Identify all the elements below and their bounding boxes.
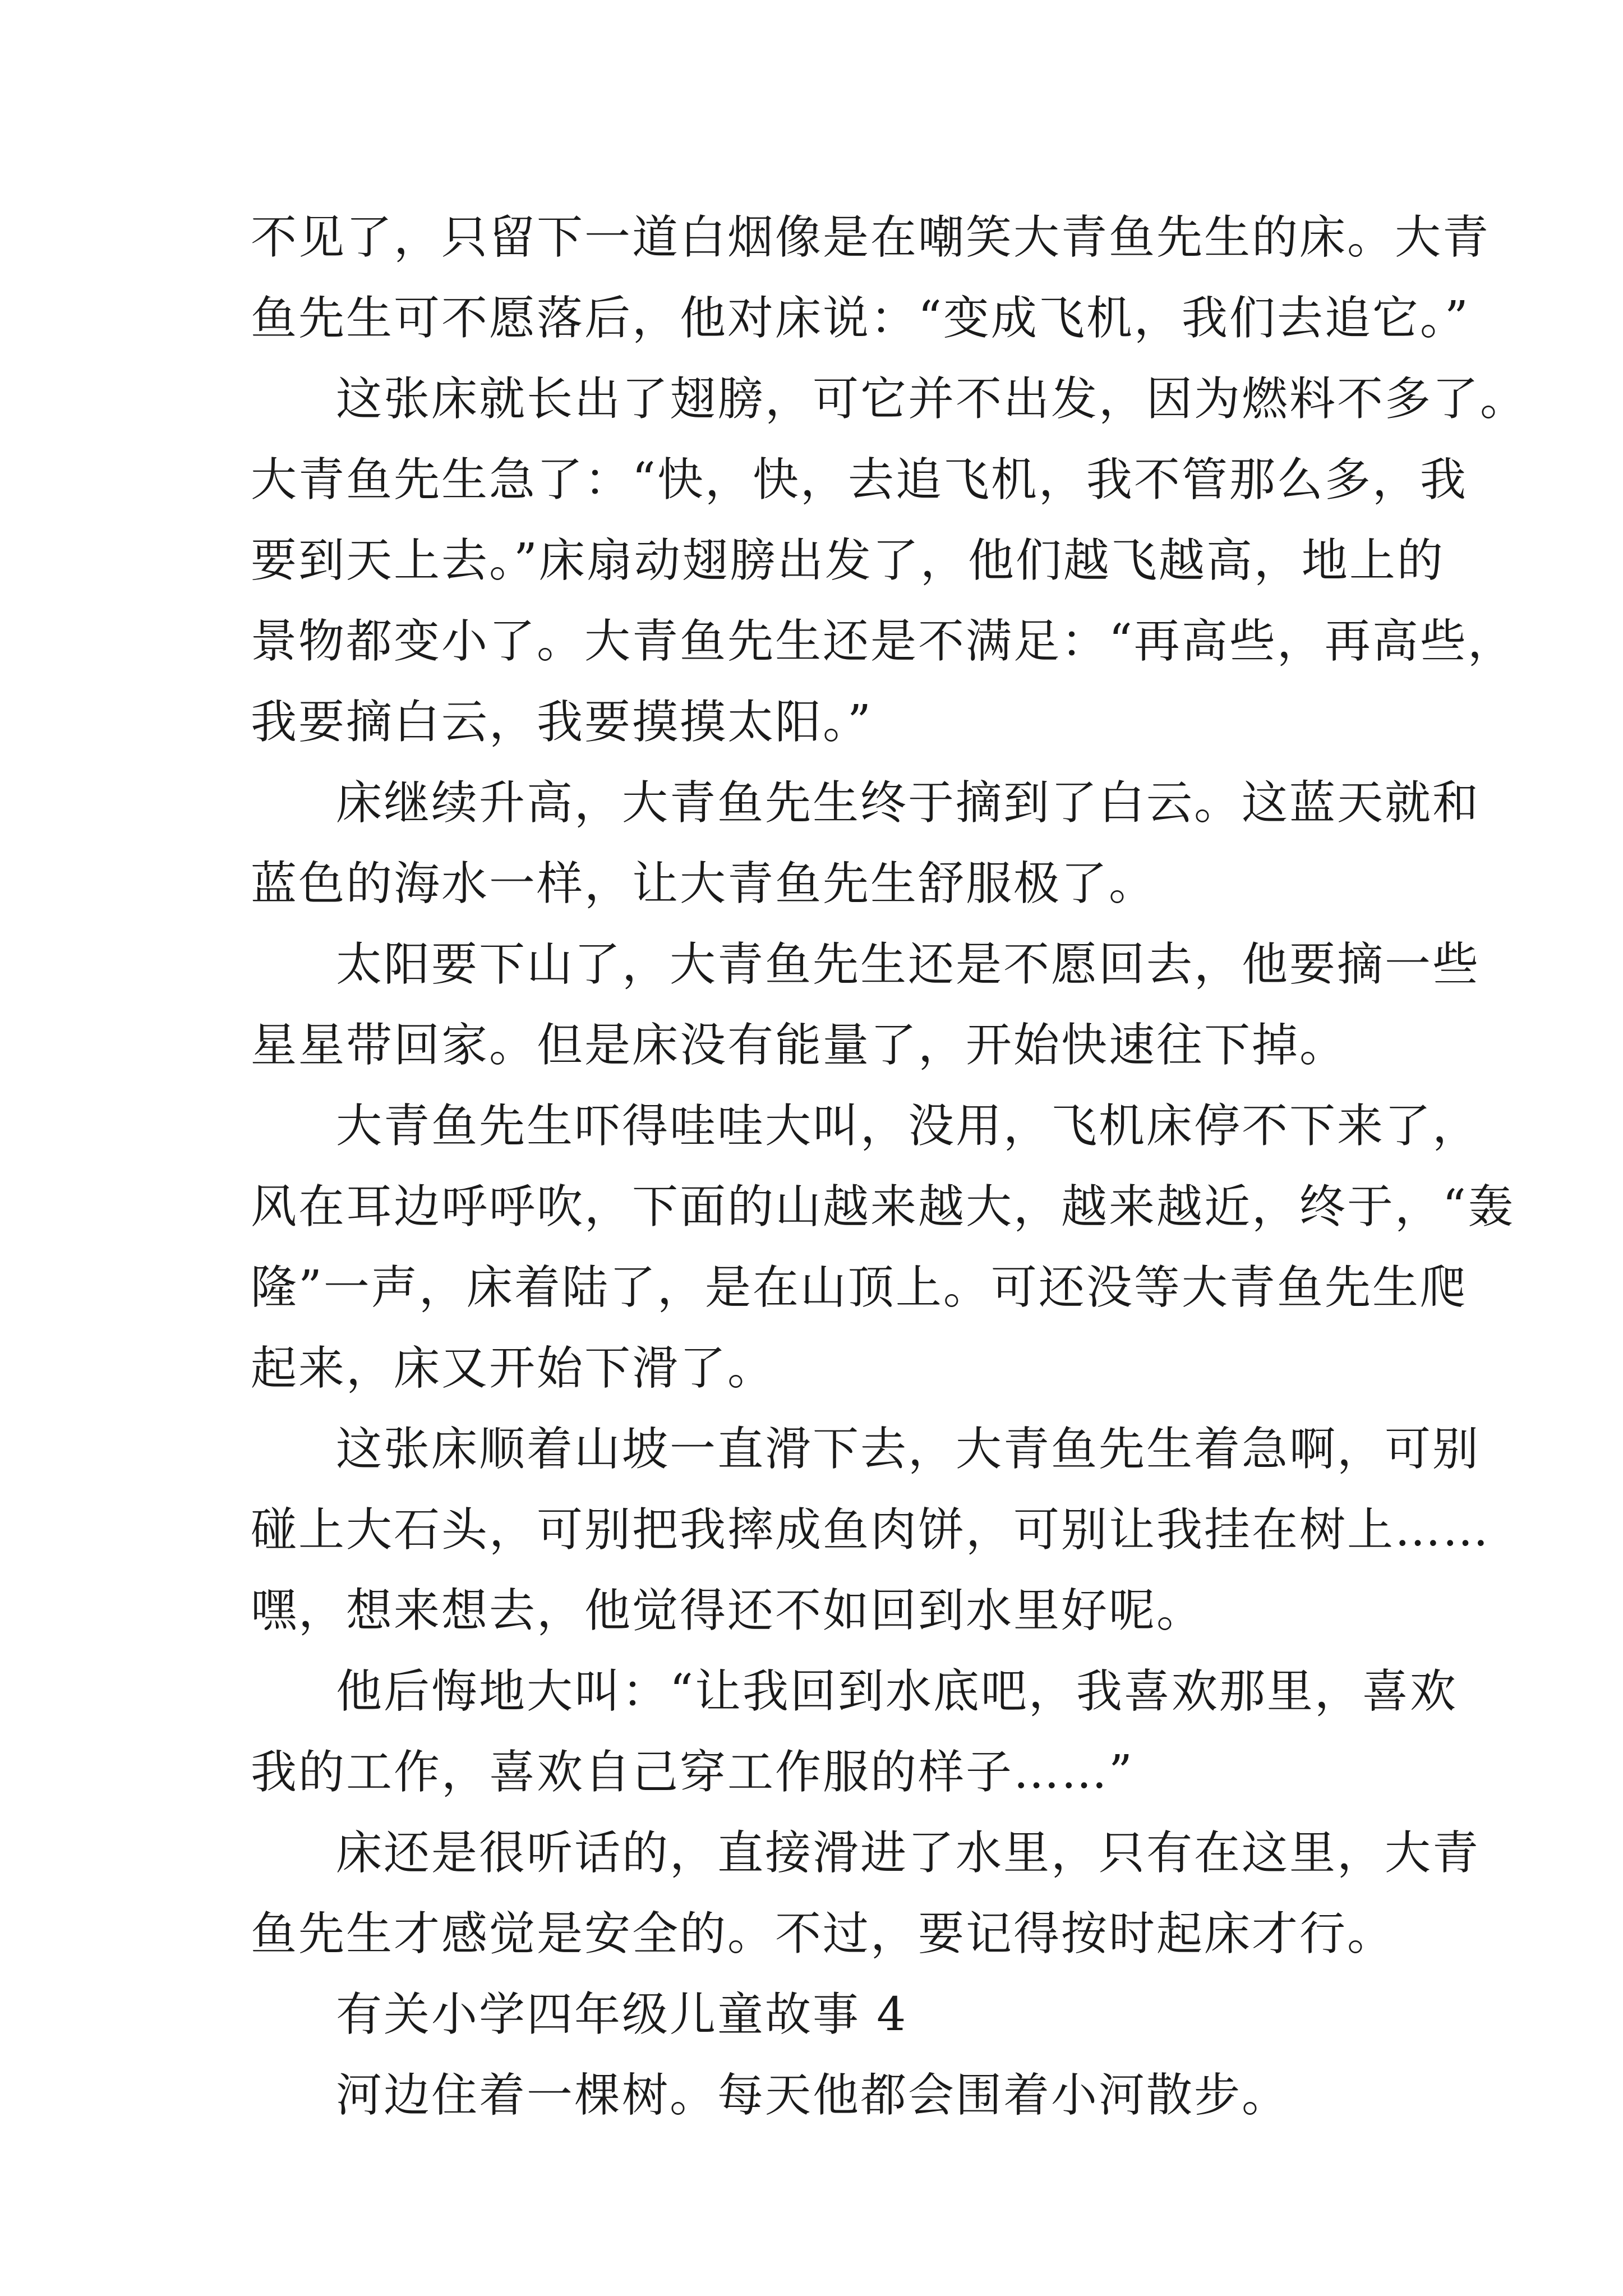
text-line: 鱼先生可不愿落后，他对床说：“变成飞机，我们去追它。” <box>251 292 1470 345</box>
text-line: 碰上大石头，可别把我摔成鱼肉饼，可别让我挂在树上…… <box>251 1503 1491 1557</box>
story-text <box>251 197 1528 2136</box>
text-line: 隆”一声，床着陆了，是在山顶上。可还没等大青鱼先生爬 <box>251 1261 1468 1314</box>
text-line: 大青鱼先生急了：“快，快，去追飞机，我不管那么多，我 <box>251 453 1468 507</box>
text-line: 这张床就长出了翅膀，可它并不出发，因为燃料不多了。 <box>336 372 1528 426</box>
text-line: 起来，床又开始下滑了。 <box>251 1342 776 1395</box>
text-line: 要到天上去。”床扇动翅膀出发了，他们越飞越高，地上的 <box>251 534 1445 587</box>
text-line: 风在耳边呼呼吹，下面的山越来越大，越来越近，终于，“轰 <box>251 1180 1515 1234</box>
text-line: 他后悔地大叫：“让我回到水底吧，我喜欢那里，喜欢 <box>336 1665 1458 1718</box>
text-line: 星星带回家。但是床没有能量了，开始快速往下掉。 <box>251 1019 1348 1072</box>
text-line: 太阳要下山了，大青鱼先生还是不愿回去，他要摘一些 <box>336 938 1481 991</box>
text-line: 床还是很听话的，直接滑进了水里，只有在这里，大青 <box>336 1826 1481 1880</box>
text-line: 蓝色的海水一样，让大青鱼先生舒服极了。 <box>251 857 1157 910</box>
text-line: 我的工作，喜欢自己穿工作服的样子……” <box>251 1746 1134 1799</box>
text-line: 嘿，想来想去，他觉得还不如回到水里好呢。 <box>251 1584 1205 1637</box>
text-line: 这张床顺着山坡一直滑下去，大青鱼先生着急啊，可别 <box>336 1423 1481 1476</box>
text-line: 大青鱼先生吓得哇哇大叫，没用，飞机床停不下来了， <box>336 1099 1481 1153</box>
text-line: 鱼先生才感觉是安全的。不过，要记得按时起床才行。 <box>251 1907 1395 1961</box>
text-line: 景物都变小了。大青鱼先生还是不满足：“再高些，再高些， <box>251 615 1515 668</box>
section-heading: 有关小学四年级儿童故事 4 <box>336 1988 908 2041</box>
text-line: 不见了，只留下一道白烟像是在嘲笑大青鱼先生的床。大青 <box>251 211 1491 264</box>
text-line: 河边住着一棵树。每天他都会围着小河散步。 <box>336 2069 1290 2122</box>
text-line: 我要摘白云，我要摸摸太阳。” <box>251 696 873 749</box>
text-line: 床继续升高，大青鱼先生终于摘到了白云。这蓝天就和 <box>336 776 1481 830</box>
